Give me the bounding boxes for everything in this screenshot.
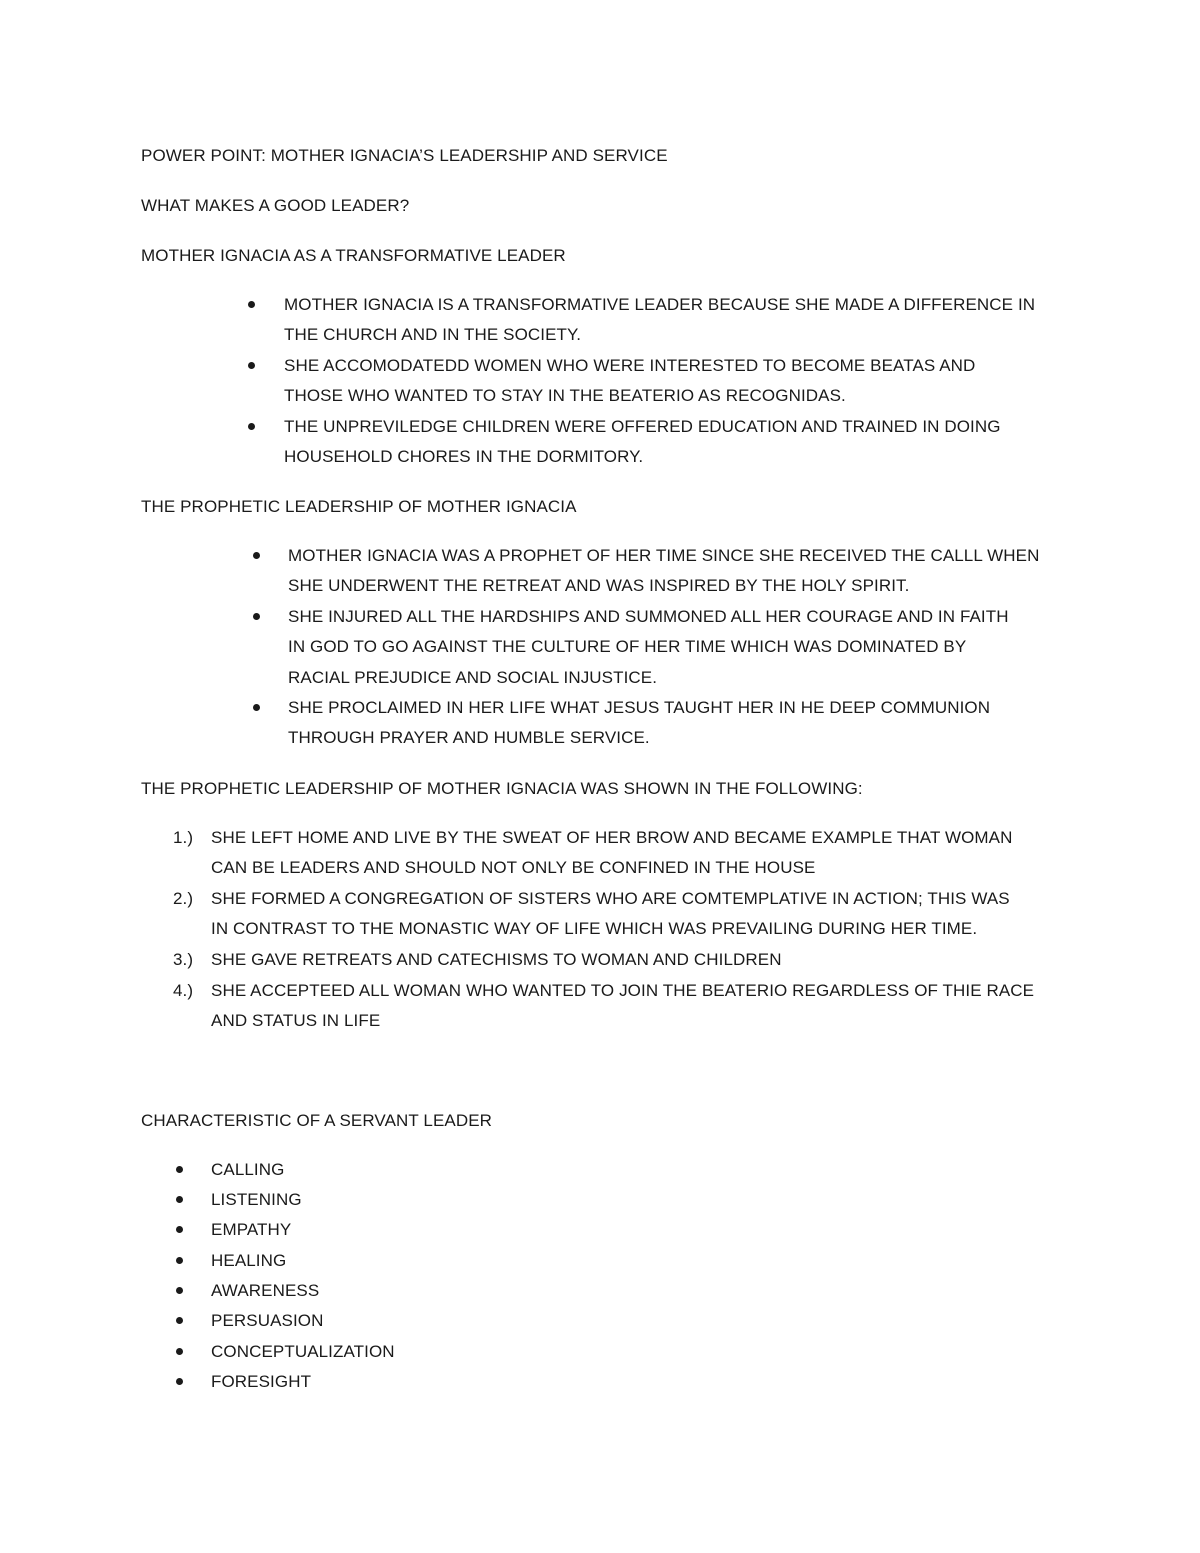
list-item-line: SHE PROCLAIMED IN HER LIFE WHAT JESUS TAUGHT HER IN HE DEEP COMMUNION xyxy=(288,698,991,717)
list-item-label: EMPATHY xyxy=(211,1220,292,1239)
section-heading-transformative: MOTHER IGNACIA AS A TRANSFORMATIVE LEADER xyxy=(141,246,566,265)
list-item-line: SHE INJURED ALL THE HARDSHIPS AND SUMMONED ALL HER COURAGE AND IN FAITH xyxy=(288,607,1009,626)
list-item-line: AND STATUS IN LIFE xyxy=(211,1011,381,1031)
list-item-label: CONCEPTUALIZATION xyxy=(211,1342,395,1361)
list-item-line: IN GOD TO GO AGAINST THE CULTURE OF HER TIME WHICH WAS DOMINATED BY xyxy=(288,637,967,657)
bullet-icon xyxy=(248,301,255,308)
list-item-line: SHE GAVE RETREATS AND CATECHISMS TO WOMAN AND CHILDREN xyxy=(211,950,782,969)
bullet-icon xyxy=(176,1287,183,1294)
list-item-line: THE UNPREVILEDGE CHILDREN WERE OFFERED EDUCATION AND TRAINED IN DOING xyxy=(284,417,1001,436)
list-item-line: THE CHURCH AND IN THE SOCIETY. xyxy=(284,325,582,345)
list-item-label: PERSUASION xyxy=(211,1311,324,1330)
bullet-icon xyxy=(176,1378,183,1385)
bullet-icon xyxy=(253,704,260,711)
list-item-line: SHE FORMED A CONGREGATION OF SISTERS WHO ARE COMTEMPLATIVE IN ACTION; THIS WAS xyxy=(211,889,1010,908)
list-item-label: LISTENING xyxy=(211,1190,302,1209)
list-item-line: MOTHER IGNACIA IS A TRANSFORMATIVE LEADER BECAUSE SHE MADE A DIFFERENCE IN xyxy=(284,295,1036,314)
bullet-icon xyxy=(248,362,255,369)
list-number: 4.) xyxy=(173,981,194,1000)
bullet-icon xyxy=(248,423,255,430)
bullet-icon xyxy=(253,552,260,559)
list-item-line: HOUSEHOLD CHORES IN THE DORMITORY. xyxy=(284,447,644,467)
bullet-icon xyxy=(176,1257,183,1264)
list-item-line: SHE UNDERWENT THE RETREAT AND WAS INSPIRED BY THE HOLY SPIRIT. xyxy=(288,576,910,596)
list-item-line: MOTHER IGNACIA WAS A PROPHET OF HER TIME SINCE SHE RECEIVED THE CALLL WHEN xyxy=(288,546,1040,565)
bullet-icon xyxy=(176,1348,183,1355)
list-number: 2.) xyxy=(173,889,194,908)
list-item-line: IN CONTRAST TO THE MONASTIC WAY OF LIFE WHICH WAS PREVAILING DURING HER TIME. xyxy=(211,919,978,939)
section-heading-shown-following: THE PROPHETIC LEADERSHIP OF MOTHER IGNACIA WAS SHOWN IN THE FOLLOWING: xyxy=(141,779,863,798)
question-heading: WHAT MAKES A GOOD LEADER? xyxy=(141,196,410,215)
list-item-line: SHE ACCEPTEED ALL WOMAN WHO WANTED TO JOIN THE BEATERIO REGARDLESS OF THIE RACE xyxy=(211,981,1035,1000)
list-item-label: FORESIGHT xyxy=(211,1372,312,1391)
list-item-line: SHE ACCOMODATEDD WOMEN WHO WERE INTERESTED TO BECOME BEATAS AND xyxy=(284,356,976,375)
list-item-line: SHE LEFT HOME AND LIVE BY THE SWEAT OF HER BROW AND BECAME EXAMPLE THAT WOMAN xyxy=(211,828,1013,847)
list-item-label: AWARENESS xyxy=(211,1281,320,1300)
bullet-icon xyxy=(176,1226,183,1233)
bullet-icon xyxy=(253,613,260,620)
bullet-icon xyxy=(176,1196,183,1203)
bullet-icon xyxy=(176,1317,183,1324)
list-item-label: HEALING xyxy=(211,1251,287,1270)
list-item-line: RACIAL PREJUDICE AND SOCIAL INJUSTICE. xyxy=(288,667,658,687)
list-item-line: CAN BE LEADERS AND SHOULD NOT ONLY BE CONFINED IN THE HOUSE xyxy=(211,858,816,878)
list-item-line: THOSE WHO WANTED TO STAY IN THE BEATERIO AS RECOGNIDAS. xyxy=(284,386,846,406)
list-item-label: CALLING xyxy=(211,1160,285,1179)
bullet-icon xyxy=(176,1166,183,1173)
list-item-line: THROUGH PRAYER AND HUMBLE SERVICE. xyxy=(288,728,650,748)
section-heading-prophetic: THE PROPHETIC LEADERSHIP OF MOTHER IGNACIA xyxy=(141,497,577,516)
list-number: 3.) xyxy=(173,950,194,969)
document-title: POWER POINT: MOTHER IGNACIA’S LEADERSHIP AND SERVICE xyxy=(141,146,668,165)
section-heading-servant-leader: CHARACTERISTIC OF A SERVANT LEADER xyxy=(141,1111,493,1130)
list-number: 1.) xyxy=(173,828,194,847)
